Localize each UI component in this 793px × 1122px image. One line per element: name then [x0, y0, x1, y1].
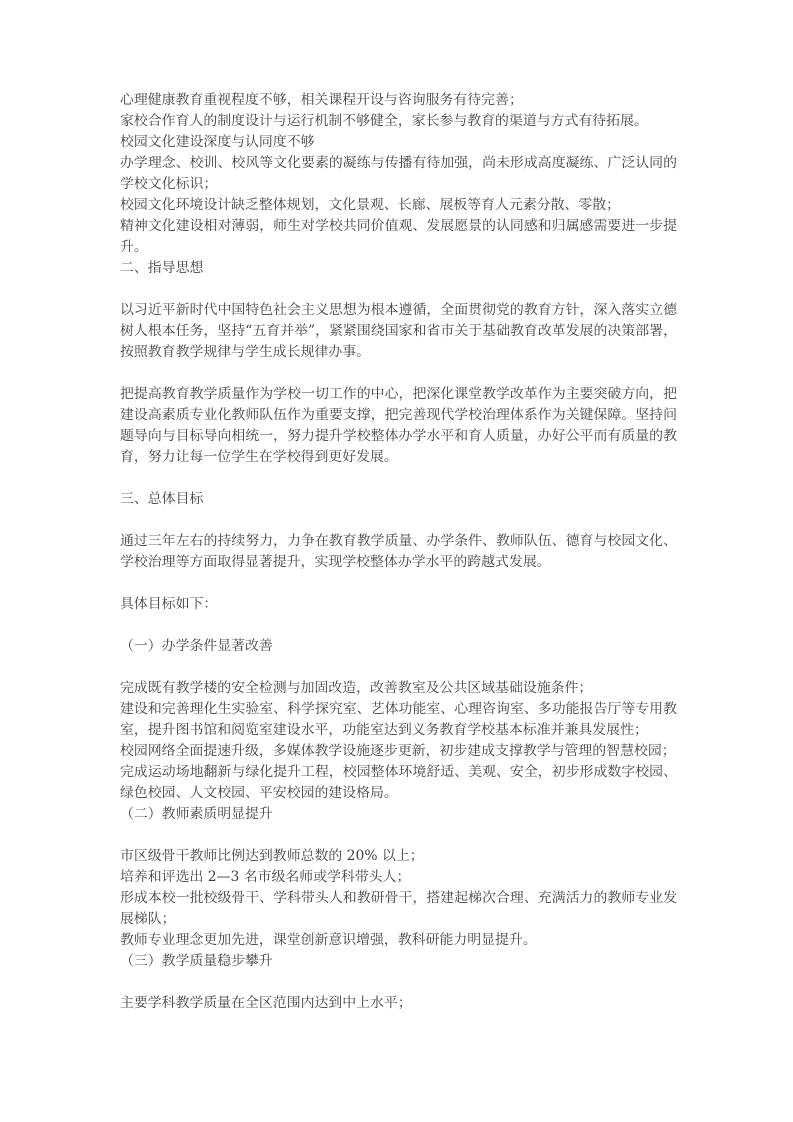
- paragraph-line: 市区级骨干教师比例达到教师总数的 20% 以上；: [120, 848, 424, 864]
- blank-line: [120, 468, 677, 489]
- paragraph-line: 以习近平新时代中国特色社会主义思想为根本遵循，全面贯彻党的教育方针，深入落实立德树人根本任务，坚持“五育并举”，紧紧围绕国家和省市关于基础教育改革发展的决策部署，按照教育教学规律与学生成长规律办事。: [120, 302, 677, 360]
- paragraph-line: 校园网络全面提速升级，多媒体教学设施逐步更新，初步建成支撑教学与管理的智慧校园；: [120, 743, 676, 759]
- blank-line: [120, 657, 677, 678]
- blank-line: [120, 363, 677, 384]
- paragraph-line: 通过三年左右的持续努力，力争在教育教学质量、办学条件、教师队伍、德育与校园文化、学校治理等方面取得显著提升，实现学校整体办学水平的跨越式发展。: [120, 533, 677, 570]
- paragraph-line: 建设和完善理化生实验室、科学探究室、艺体功能室、心理咨询室、多功能报告厅等专用教室，提升图书馆和阅览室建设水平，功能室达到义务教育学校基本标准并兼具发展性；: [120, 701, 677, 738]
- paragraph-line: 教师专业理念更加先进，课堂创新意识增强，教科研能力明显提升。: [120, 932, 537, 948]
- paragraph-line: 精神文化建设相对薄弱，师生对学校共同价值观、发展愿景的认同感和归属感需要进一步提升。: [120, 218, 677, 255]
- blank-line: [120, 615, 677, 636]
- paragraph-line: 形成本校一批校级骨干、学科带头人和教研骨干，搭建起梯次合理、充满活力的教师专业发展梯队；: [120, 890, 677, 927]
- paragraph-line: 校园文化环境设计缺乏整体规划，文化景观、长廊、展板等育人元素分散、零散；: [120, 197, 621, 213]
- blank-line: [120, 972, 677, 993]
- blank-line: [120, 510, 677, 531]
- paragraph-line: 心理健康教育重视程度不够，相关课程开设与咨询服务有待完善；: [120, 92, 523, 108]
- subsection-heading-teaching-quality: （三）教学质量稳步攀升: [120, 953, 273, 969]
- blank-line: [120, 279, 677, 300]
- subsection-heading-school-conditions: （一）办学条件显著改善: [120, 638, 273, 654]
- paragraph-line: 主要学科教学质量在全区范围内达到中上水平；: [120, 995, 412, 1011]
- paragraph-line: 完成既有教学楼的安全检测与加固改造，改善教室及公共区域基础设施条件；: [120, 680, 593, 696]
- section-heading-overall-goals: 三、总体目标: [120, 491, 204, 507]
- blank-line: [120, 573, 677, 594]
- paragraph-line: 办学理念、校训、校风等文化要素的凝练与传播有待加强，尚未形成高度凝练、广泛认同的学校文化标识；: [120, 155, 677, 192]
- blank-line: [120, 825, 677, 846]
- document-body: [120, 90, 677, 1014]
- paragraph-line: 家校合作育人的制度设计与运行机制不够健全，家长参与教育的渠道与方式有待拓展。: [120, 113, 648, 129]
- paragraph-line: 培养和评选出 2—3 名市级名师或学科带头人；: [120, 869, 411, 885]
- paragraph-line: 校园文化建设深度与认同度不够: [120, 134, 315, 150]
- paragraph-line: 具体目标如下：: [120, 596, 218, 612]
- paragraph-line: 完成运动场地翻新与绿化提升工程，校园整体环境舒适、美观、安全，初步形成数字校园、绿色校园、人文校园、平安校园的建设格局。: [120, 764, 677, 801]
- subsection-heading-teacher-quality: （二）教师素质明显提升: [120, 806, 273, 822]
- paragraph-line: 把提高教育教学质量作为学校一切工作的中心，把深化课堂教学改革作为主要突破方向，把建设高素质专业化教师队伍作为重要支撑，把完善现代学校治理体系作为关键保障。坚持问题导向与目标导向相统一，努力提升学校整体办学水平和育人质量，办好公平而有质量的教育，努力让每一位学生在学校得到更好发展。: [120, 386, 677, 465]
- section-heading-guiding-ideology: 二、指导思想: [120, 260, 204, 276]
